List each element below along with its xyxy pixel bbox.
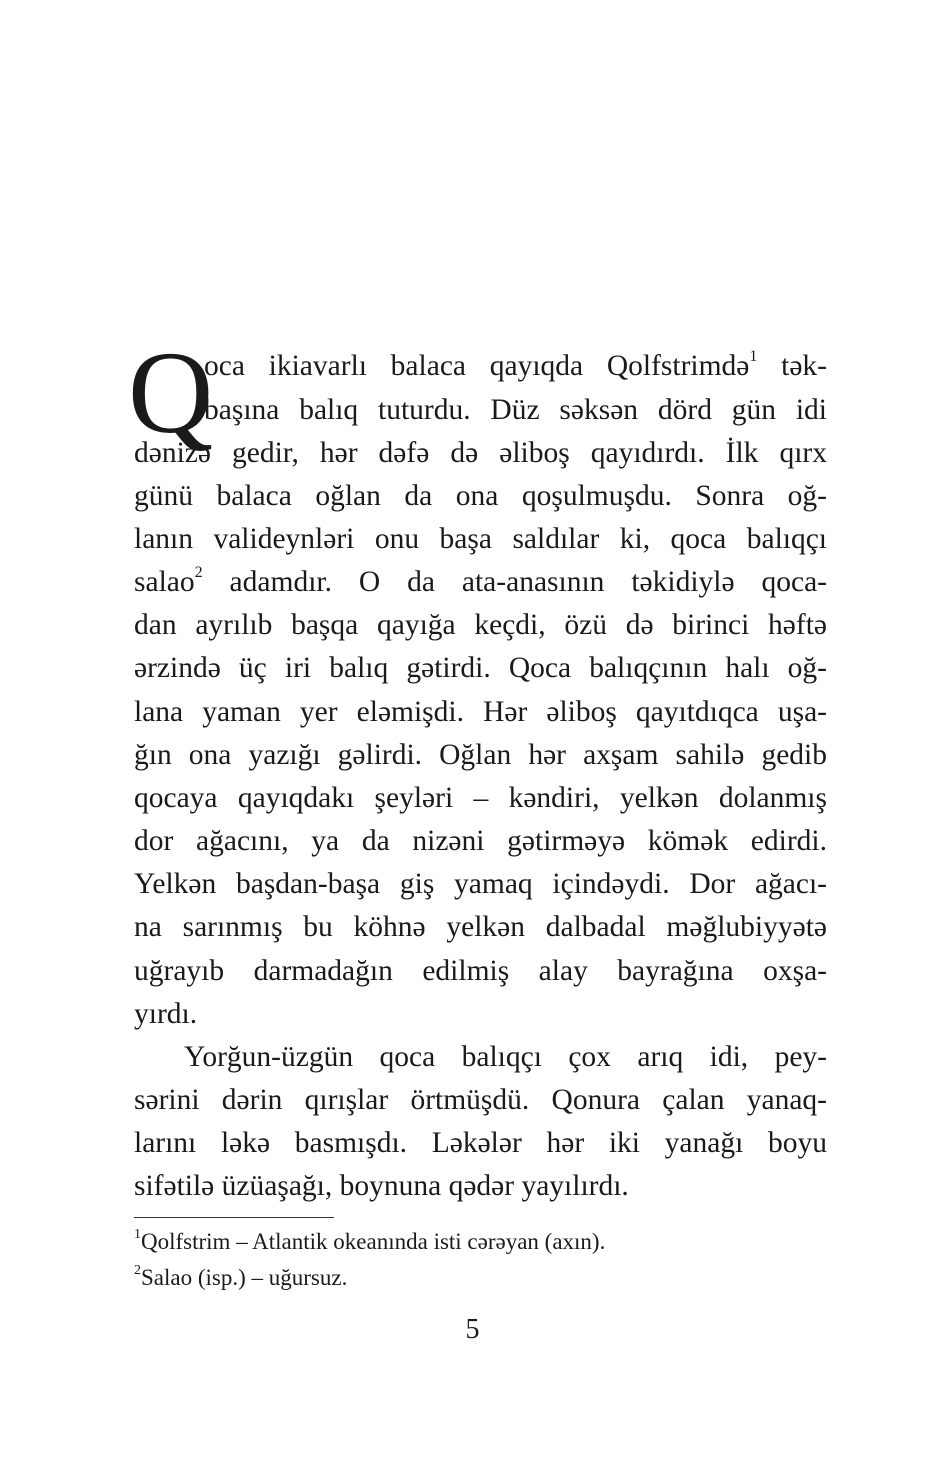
footnote-divider [134, 1217, 334, 1218]
text-line: salao$^2$ adamdır. O da ata-anasının təkidiylə qoca- [134, 564, 827, 598]
text-line: dənizə gedir, hər dəfə də əliboş qayıdırdı. İlk qırx [134, 437, 827, 469]
text-line: oca ikiavarlı balaca qayıqda Qolfstrimdə$^1$ tək- [204, 348, 827, 382]
text-line: uğrayıb darmadağın edilmiş alay bayrağına oxşa- [134, 955, 827, 987]
text-line: lana yaman yer eləmişdi. Hər əliboş qayıtdıqca uşa- [134, 696, 827, 728]
text-line: ərzində üç iri balıq gətirdi. Qoca balıqçının halı oğ- [134, 652, 827, 684]
text-line: qocaya qayıqdakı şeyləri – kəndiri, yelkən dolanmış [134, 782, 827, 814]
footnote-mark: 2 [134, 1263, 141, 1279]
footnote-text: Qolfstrim – Atlantik okeanında isti cərəyan (axın). [141, 1229, 606, 1254]
text-line: larını ləkə basmışdı. Ləkələr hər iki yanağı boyu [134, 1127, 827, 1159]
footnote-ref: 1 [749, 348, 758, 366]
drop-cap: Q [128, 327, 214, 458]
text-line: başına balıq tuturdu. Düz səksən dörd gün idi [204, 394, 827, 426]
text-line: dan ayrılıb başqa qayığa keçdi, özü də birinci həftə [134, 609, 827, 641]
text-line: dor ağacını, ya da nizəni gətirməyə kömək edirdi. [134, 825, 827, 857]
text-line: günü balaca oğlan da ona qoşulmuşdu. Sonra oğ- [134, 480, 827, 512]
footnote [134, 1262, 347, 1294]
footnote-mark: 1 [134, 1227, 141, 1243]
text-line: sərini dərin qırışlar örtmüşdü. Qonura çalan yanaq- [134, 1084, 827, 1116]
text-line: lanın valideynləri onu başa saldılar ki, qoca balıqçı [134, 523, 827, 555]
page-number: 5 [465, 1314, 480, 1345]
footnote-text: Salao (isp.) – uğursuz. [141, 1265, 348, 1290]
text-line: Yelkən başdan-başa giş yamaq içindəydi. Dor ağacı- [134, 868, 827, 900]
text-line: Yorğun-üzgün qoca balıqçı çox arıq idi, pey- [184, 1041, 827, 1073]
footnote-ref: 2 [194, 564, 203, 582]
text-line: yırdı. [134, 998, 198, 1030]
footnote [134, 1226, 605, 1258]
text-line: ğın ona yazığı gəlirdi. Oğlan hər axşam sahilə gedib [134, 739, 827, 771]
text-line: sifətilə üzüaşağı, boynuna qədər yayılırdı. [134, 1170, 629, 1202]
text-line: na sarınmış bu köhnə yelkən dalbadal məğlubiyyətə [134, 911, 827, 943]
